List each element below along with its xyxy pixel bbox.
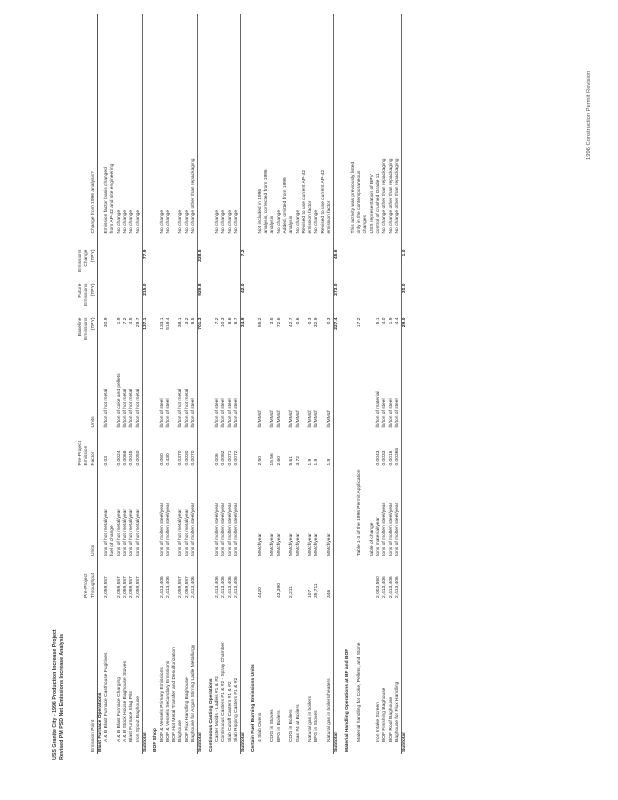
table-row <box>327 14 334 754</box>
cell-tp: 107 <box>308 589 314 598</box>
cell-point: Blast Furnace Slag Pits <box>129 691 135 742</box>
subtotal-blank-cell <box>334 468 341 558</box>
cell-efu: lb/ton of hot metal <box>123 388 129 428</box>
cell-tp: 2,059,557 <box>123 576 129 598</box>
cell-ef: 0.0043 <box>376 450 382 466</box>
cell-tp: 2,413,406 <box>227 576 233 598</box>
cell-tpu: tons of hot metal/year <box>123 508 129 556</box>
cell-ef: 0.0082 <box>221 450 227 466</box>
cell-note: No change <box>214 209 220 234</box>
cell-ef: 0.0033 <box>382 450 388 466</box>
cell-chg <box>234 248 241 282</box>
subtotal-blank-cell <box>241 14 248 248</box>
cell-point: Caster Molds - Ladles #1 & #2 <box>214 676 220 742</box>
cell-point: Baghouse <box>178 719 184 742</box>
subtotal-label: Subtotal <box>241 600 248 754</box>
cell-note: analysis <box>289 215 295 234</box>
cell-efu: lb/ton of steel <box>233 398 239 428</box>
subtotal-future: 929.8 <box>198 282 205 316</box>
cell-base: 3.5 <box>270 317 276 325</box>
cell-ef: 0.0050 <box>135 450 141 466</box>
col-analysis-change: Change from 1996 analysis? <box>78 14 97 248</box>
subtotal-label: Subtotal <box>198 600 205 754</box>
col-throughput: Pre-Project Throughput <box>78 558 97 600</box>
subtotal-blank-cell <box>198 14 205 248</box>
cell-note: No change <box>178 209 184 234</box>
cell-fut <box>327 282 334 316</box>
subtotal-blank-cell <box>402 468 409 558</box>
cell-ef: 0.0016 <box>388 450 394 466</box>
cell-chg <box>191 248 198 282</box>
cell-note: No change <box>276 209 282 234</box>
cell-base: 4.5 <box>129 317 135 325</box>
cell-tp: 35,711 <box>314 583 320 598</box>
subtotal-blank-cell <box>241 558 248 600</box>
cell-note: Revised to use current AP-42 <box>320 169 326 234</box>
cell-note: No change other than repackaging <box>388 158 394 234</box>
spacer-cell <box>409 14 413 754</box>
cell-efu: lb/ton of steel <box>165 398 171 428</box>
cell-fut <box>395 282 402 316</box>
cell-efu: lb/MMcf <box>276 410 282 428</box>
cell-tp: 2,003,560 <box>376 576 382 598</box>
col-emission-factor: Pre-Project Emission Factor <box>78 430 97 468</box>
col-future: Future Emissions (TPY) <box>78 282 97 316</box>
subtotal-blank-cell <box>142 558 149 600</box>
cell-ef: 0.060 <box>159 453 165 466</box>
cell-ef: 0.0045 <box>129 450 135 466</box>
subtotal-blank-cell <box>334 558 341 600</box>
cell-base: 8.5 <box>191 317 197 325</box>
cell-tp: 346 <box>326 589 332 598</box>
cell-ef: 0.00365 <box>394 447 400 466</box>
cell-note: No change <box>123 209 129 234</box>
section-title: BOF Shop <box>153 728 159 752</box>
subtotal-blank-cell <box>198 468 205 558</box>
cell-point: A & B Stock House Baghouse Stoves <box>123 660 129 742</box>
cell-note: No change <box>295 209 301 234</box>
table-row <box>234 14 241 754</box>
subtotal-blank-cell <box>402 350 409 430</box>
cell-tpu: tons of hot metal/year <box>129 508 135 556</box>
cell-note: from AP-42 and site engineering <box>110 163 116 234</box>
cell-point: COG in Stoves <box>270 709 276 742</box>
cell-tpu: table of change <box>369 522 375 556</box>
cell-tp: 2,211 <box>289 586 295 598</box>
table-row <box>191 14 198 754</box>
cell-tpu: tons of hot metal/year <box>184 508 190 556</box>
cell-tpu: MMcf/year <box>314 533 320 556</box>
cell-note: No change <box>135 209 141 234</box>
cell-ef: 0.006 <box>214 453 220 466</box>
subtotal-change: 228.5 <box>198 248 205 282</box>
cell-tpu: MMcf/year <box>270 533 276 556</box>
cell-tpu: tons of molten steel/year <box>227 502 233 556</box>
cell-fut <box>191 282 198 316</box>
cell-tpu: tons of hot metal/year <box>104 508 110 556</box>
cell-chg <box>395 248 402 282</box>
cell-point: Natural gas in boilers <box>308 696 314 742</box>
cell-point: BOF & Vessels Primary Emissions <box>159 667 165 742</box>
cell-fut <box>136 282 143 316</box>
cell-note: No change <box>233 209 239 234</box>
cell-base: 38.1 <box>178 317 184 328</box>
cell-point: Baghouse for Argon Stirring Ladle Metallurgy <box>191 644 197 742</box>
cell-point: BOF Flux Handling Baghouse <box>184 677 190 742</box>
cell-point: Baghouse for Flux Handling <box>394 681 400 742</box>
cell-note: No change other than repackaging <box>382 158 388 234</box>
cell-note: control of crushed Grade 11 <box>376 173 382 234</box>
col-throughput-units: Units <box>78 468 97 558</box>
cell-efu: lb/MMcf <box>270 410 276 428</box>
cell-note: emission factor <box>308 200 314 234</box>
cell-tpu: MMcf/year <box>276 533 282 556</box>
cell-ef: 0.430 <box>165 453 171 466</box>
cell-point: Gas #4 at Boilers <box>295 704 301 742</box>
cell-note: emission factor <box>326 200 332 234</box>
cell-efu: lb/ton of steel <box>221 398 227 428</box>
subtotal-row <box>334 14 341 754</box>
cell-efu: lb/MMcf <box>314 410 320 428</box>
cell-note: This activity was previously listed <box>350 161 356 234</box>
cell-tpu: fuel of change <box>110 525 116 556</box>
cell-base: 8.6 <box>227 317 233 325</box>
cell-point: Iron Spout Baghouse <box>135 696 141 742</box>
cell-tpu: MMcf/year <box>257 533 263 556</box>
cell-note: No change <box>184 209 190 234</box>
cell-note: Revised to use current AP-42 <box>301 169 307 234</box>
col-baseline: Baseline Emissions (TPY) <box>78 316 97 350</box>
cell-point: Iron Intake Screen <box>376 702 382 742</box>
table-row <box>395 14 402 754</box>
cell-ef: 0.0072 <box>233 450 239 466</box>
subtotal-baseline: 701.3 <box>198 316 205 350</box>
cell-tpu: tons material/year <box>376 517 382 556</box>
cell-note: No change <box>159 209 165 234</box>
cell-tp: 2,059,557 <box>104 576 110 598</box>
document-subtitle: Revised PM PSD Net Emissions Increase Analysis <box>59 633 65 760</box>
subtotal-blank-cell <box>241 350 248 430</box>
cell-efu: lb/MMcf <box>308 410 314 428</box>
cell-ef: 15.56 <box>270 453 276 466</box>
cell-point: Natural gas in boilers/heaters <box>326 678 332 742</box>
cell-tp: 2,413,406 <box>159 576 165 598</box>
cell-ef: 0.0370 <box>178 450 184 466</box>
subtotal-label: Subtotal <box>334 600 341 754</box>
cell-note: analysis <box>270 215 276 234</box>
subtotal-blank-cell <box>142 430 149 468</box>
table-header-row <box>78 14 97 754</box>
cell-efu: lb/ton of material <box>376 391 382 428</box>
cell-note: No change <box>314 209 320 234</box>
cell-tp: 4420 <box>257 587 263 598</box>
subtotal-blank-cell <box>402 14 409 248</box>
cell-point: BOF Finishing Baghouse <box>382 687 388 742</box>
cell-ef: 3.72 <box>295 456 301 466</box>
cell-base: 0.6 <box>295 317 301 325</box>
cell-tp: 2,059,557 <box>178 576 184 598</box>
subtotal-blank-cell <box>241 430 248 468</box>
cell-note: Not included in 1996 <box>257 188 263 234</box>
subtotal-future: 30.0 <box>402 282 409 316</box>
cell-efu: lb/ton of steel <box>394 398 400 428</box>
subtotal-blank-cell <box>334 430 341 468</box>
cell-tpu: tons of molten steel/year <box>191 502 197 556</box>
cell-tp: 2,059,557 <box>184 576 190 598</box>
cell-efu: lb/MMcf <box>295 410 301 428</box>
cell-ef: 1.9 <box>314 458 320 466</box>
subtotal-row <box>142 14 149 754</box>
table-row <box>136 14 143 754</box>
cell-tpu: tons of hot metal/year <box>116 508 122 556</box>
cell-base: 17.2 <box>357 317 363 328</box>
cell-note: No change <box>116 209 122 234</box>
document-title: USS Granite City - 1996 Production Increase Project <box>52 629 58 760</box>
cell-tp: 2,059,557 <box>129 576 135 598</box>
cell-tp: 2,413,406 <box>214 576 220 598</box>
cell-ef: 0.0024 <box>116 450 122 466</box>
cell-efu: lb/ton of steel <box>227 398 233 428</box>
cell-note: No change <box>165 209 171 234</box>
cell-note: No change other than repackaging <box>394 158 400 234</box>
subtotal-blank-cell <box>402 558 409 600</box>
cell-tpu: tons of molten steel/year <box>233 502 239 556</box>
subtotal-blank-cell <box>198 350 205 430</box>
subtotal-change: 7.2 <box>241 248 248 282</box>
subtotal-blank-cell <box>334 14 341 248</box>
cell-efu: lb/ton of steel <box>382 398 388 428</box>
cell-ef: 5.61 <box>289 456 295 466</box>
subtotal-future: 273.0 <box>334 282 341 316</box>
cell-base: 0.3 <box>326 317 332 325</box>
cell-point: Slab Ripping Casters #1 & #2 <box>233 677 239 742</box>
cell-base: 8.7 <box>233 317 239 325</box>
cell-tpu: tons of molten steel/year <box>214 502 220 556</box>
subtotal-label: Subtotal <box>142 600 149 754</box>
cell-point: BOF Hot Metal Transfer and Desulfurization <box>172 647 178 742</box>
cell-point: Slab Cutoff Casters #1 & #2 <box>227 681 233 742</box>
cell-base: 518.4 <box>165 317 171 330</box>
cell-tpu: tons of molten steel/year <box>165 502 171 556</box>
subtotal-future: 215.0 <box>142 282 149 316</box>
cell-ef: 0.0030 <box>184 450 190 466</box>
cell-tpu: tons of hot metal/year <box>178 508 184 556</box>
cell-ef: 0.03 <box>104 456 110 466</box>
cell-tpu: tons of molten steel/year <box>159 502 165 556</box>
cell-tpu: Table 1-3 of the 1996 Permit Application <box>357 469 363 556</box>
cell-ef: 2.50 <box>257 456 263 466</box>
col-change: Emissions Change (TPY) <box>78 248 97 282</box>
cell-tpu: tons of molten steel/year <box>221 502 227 556</box>
table-body <box>97 14 412 754</box>
cell-tp: 2,413,406 <box>191 576 197 598</box>
subtotal-blank-cell <box>402 430 409 468</box>
cell-point: COG in Boilers <box>289 709 295 742</box>
cell-efu: lb/ton of steel <box>214 398 220 428</box>
cell-note: No change <box>129 209 135 234</box>
cell-tp: 2,413,406 <box>382 576 388 598</box>
cell-tp: 2,413,406 <box>221 576 227 598</box>
cell-note: changes <box>363 215 369 234</box>
subtotal-baseline: 227.4 <box>334 316 341 350</box>
cell-base: 133.1 <box>159 317 165 330</box>
subtotal-blank-cell <box>142 468 149 558</box>
subtotal-label: Subtotal <box>402 600 409 754</box>
cell-tp: 2,413,406 <box>165 576 171 598</box>
cell-tpu: tons of hot metal/year <box>135 508 141 556</box>
subtotal-blank-cell <box>198 430 205 468</box>
cell-tpu: MMcf/year <box>326 533 332 556</box>
cell-tp: 2,413,406 <box>233 576 239 598</box>
subtotal-baseline: 34.9 <box>241 316 248 350</box>
cell-ef: 0.0071 <box>227 450 233 466</box>
cell-base: 29.7 <box>135 317 141 328</box>
section-header <box>97 14 104 754</box>
section-spacer <box>409 14 413 754</box>
cell-point: BFG in Stoves <box>314 710 320 742</box>
cell-efu: lb/ton of hot metal <box>104 388 110 428</box>
cell-point: Continuous Casters #1 & #2 - Spray Chamber <box>221 642 227 742</box>
cell-note: analysis, corrected from 1996 <box>264 169 270 234</box>
cell-tp: 43,390 <box>276 583 282 598</box>
subtotal-change: 45.6 <box>334 248 341 282</box>
cell-tp: 2,059,557 <box>116 576 122 598</box>
cell-efu: lb/MMcf <box>289 410 295 428</box>
cell-tp: 2,413,406 <box>388 576 394 598</box>
cell-efu: lb/ton of coke and pellets <box>116 373 122 428</box>
cell-tp: 2,413,406 <box>394 576 400 598</box>
section-title: Material Handling Operations at BF and BOF <box>344 648 350 752</box>
cell-ef: 2.60 <box>276 456 282 466</box>
cell-base: 5.1 <box>376 317 382 325</box>
col-factor-units: Units <box>78 350 97 430</box>
cell-base: 30.9 <box>104 317 110 328</box>
subtotal-row <box>402 14 409 754</box>
cell-efu: lb/ton of hot metal <box>129 388 135 428</box>
cell-note: only in the contemporaneous <box>357 170 363 234</box>
cell-point: A & B Blast Furnace Charging <box>116 677 122 742</box>
cell-base: 55.2 <box>257 317 263 328</box>
cell-ef: 1.9 <box>308 458 314 466</box>
cell-base: 7.2 <box>214 317 220 325</box>
cell-chg <box>136 248 143 282</box>
cell-tpu: tons of molten steel/year <box>388 502 394 556</box>
cell-base: 7.2 <box>123 317 129 325</box>
cell-point: 4 Slab Ovens <box>257 712 263 742</box>
cell-efu: lb/ton of hot metal <box>184 388 190 428</box>
cell-base: 1.9 <box>116 317 122 325</box>
cell-base: 32.9 <box>314 317 320 328</box>
cell-base: 0.3 <box>308 317 314 325</box>
cell-efu: lb/ton of steel <box>388 398 394 428</box>
cell-efu: lb/MMcf <box>326 410 332 428</box>
section-title: Blast Furnace Operations <box>97 692 103 752</box>
subtotal-blank-cell <box>241 468 248 558</box>
subtotal-baseline: 29.0 <box>402 316 409 350</box>
subtotal-blank-cell <box>142 14 149 248</box>
cell-ef: 0.0070 <box>191 450 197 466</box>
subtotal-blank-cell <box>198 558 205 600</box>
cell-tpu: MMcf/year <box>308 533 314 556</box>
cell-efu: lb/ton of steel <box>159 398 165 428</box>
cell-base: 3.2 <box>184 317 190 325</box>
subtotal-baseline: 137.1 <box>142 316 149 350</box>
subtotal-row <box>198 14 205 754</box>
cell-base: 10.3 <box>221 317 227 328</box>
section-title: Continuous Casting Operations <box>208 678 214 752</box>
col-emission-point: Emission Point <box>78 600 97 754</box>
cell-note: No change other than repackaging <box>191 158 197 234</box>
cell-ef: 1.9 <box>326 458 332 466</box>
cell-efu: lb/ton of steel <box>191 398 197 428</box>
cell-base: 4.0 <box>382 317 388 325</box>
subtotal-future: 42.0 <box>241 282 248 316</box>
cell-note: Emission factor basis changed <box>104 167 110 234</box>
section-title: Certain Fuel Burning Emissions Units <box>251 664 257 752</box>
subtotal-change: 1.0 <box>402 248 409 282</box>
cell-point: BOF Roof Baghouse <box>388 696 394 742</box>
cell-tp: 2,059,557 <box>135 576 141 598</box>
cell-point: A & B Blast Furnace Casthouse Fugitives <box>104 652 110 742</box>
cell-point: BOF & Vessels Secondary Emissions <box>165 660 171 742</box>
cell-chg <box>327 248 334 282</box>
cell-efu: lb/ton of hot metal <box>178 388 184 428</box>
cell-tpu: tons of molten steel/year <box>382 502 388 556</box>
cell-tpu: MMcf/year <box>289 533 295 556</box>
subtotal-blank-cell <box>334 350 341 430</box>
cell-note: USS representation of BPV <box>369 174 375 234</box>
cell-fut <box>234 282 241 316</box>
subtotal-row <box>241 14 248 754</box>
cell-ef: 0.0068 <box>123 450 129 466</box>
permit-revision-note: 1996 Construction Permit Revision <box>586 70 592 160</box>
subtotal-blank-cell <box>142 350 149 430</box>
cell-base: 72.6 <box>276 317 282 328</box>
subtotal-change: 77.9 <box>142 248 149 282</box>
cell-note: Added, omitted from 1996 <box>282 177 288 234</box>
cell-tpu: tons of molten steel/year <box>394 502 400 556</box>
cell-efu: lb/MMcf <box>257 410 263 428</box>
cell-note: No change <box>227 209 233 234</box>
cell-point: BFG in Boilers <box>276 710 282 742</box>
emissions-table <box>78 14 413 754</box>
cell-base: 4.4 <box>394 317 400 325</box>
cell-base: 42.7 <box>289 317 295 328</box>
cell-point: Material handling for Coke, Pellets, and Stone <box>357 642 363 742</box>
cell-note: No change <box>221 209 227 234</box>
cell-efu: lb/ton of hot metal <box>135 388 141 428</box>
cell-tpu: MMcf/year <box>295 533 301 556</box>
cell-base: 1.9 <box>388 317 394 325</box>
